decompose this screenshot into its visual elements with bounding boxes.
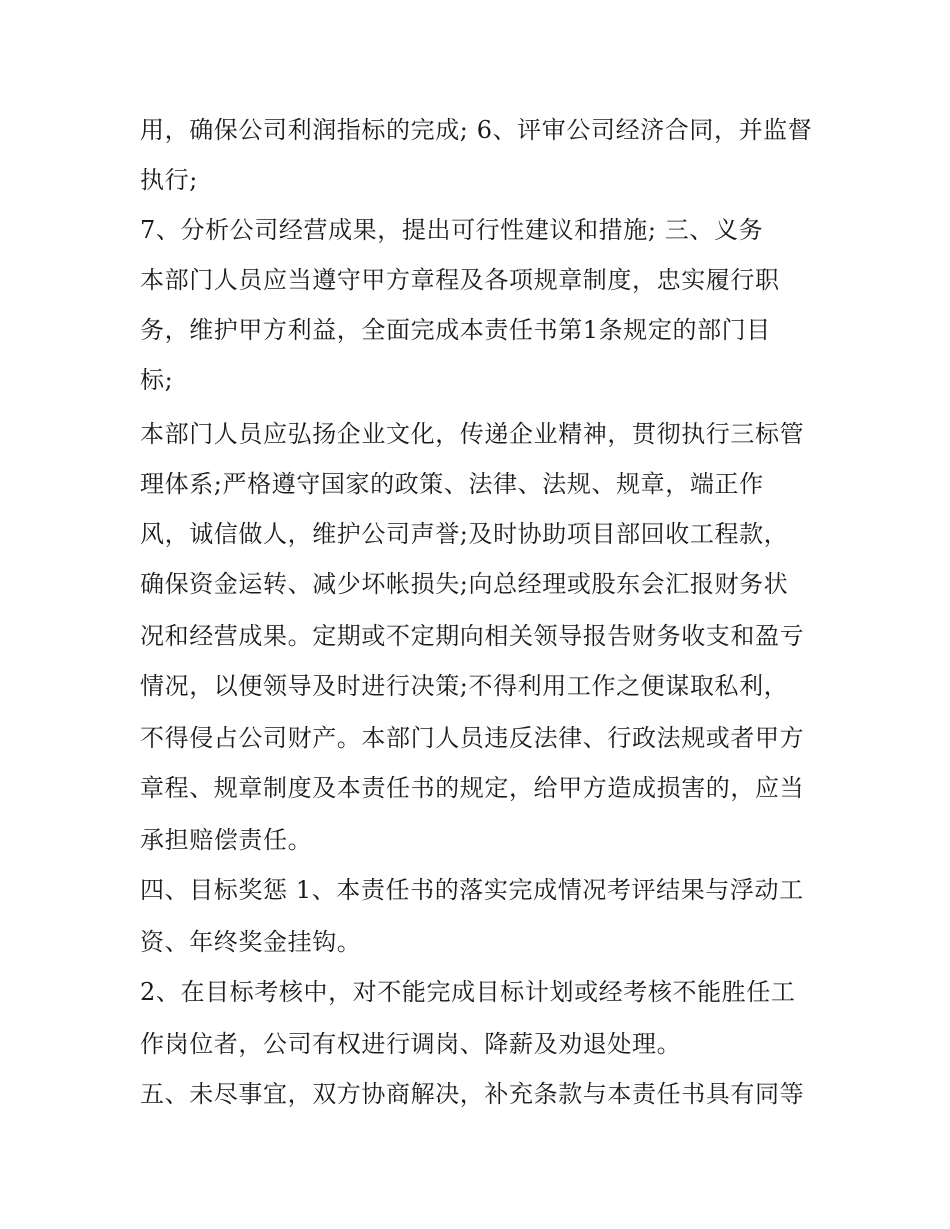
- text-line: 确保资金运转、减少坏帐损失;向总经理或股东会汇报财务状: [140, 570, 789, 598]
- text-line: 不得侵占公司财产。本部门人员违反法律、行政法规或者甲方: [140, 724, 805, 752]
- text-line: 作岗位者，公司有权进行调岗、降薪及劝退处理。: [140, 1030, 682, 1058]
- text-line: 执行;: [140, 166, 198, 194]
- text-line: 用，确保公司利润指标的完成; 6、评审公司经济合同，并监督: [140, 116, 813, 144]
- text-line: 本部门人员应弘扬企业文化，传递企业精神，贯彻执行三标管: [140, 420, 805, 448]
- text-line: 资、年终奖金挂钩。: [140, 928, 362, 956]
- text-line: 章程、规章制度及本责任书的规定，给甲方造成损害的，应当: [140, 774, 805, 802]
- text-line: 理体系;严格遵守国家的政策、法律、法规、规章，端正作: [140, 470, 764, 498]
- text-line: 标;: [140, 366, 174, 394]
- text-line: 五、未尽事宜，双方协商解决，补充条款与本责任书具有同等: [140, 1080, 805, 1108]
- text-line: 风，诚信做人，维护公司声誉;及时协助项目部回收工程款，: [140, 520, 789, 548]
- text-line: 7、分析公司经营成果，提出可行性建议和措施; 三、义务: [140, 216, 764, 244]
- text-line: 四、目标奖惩 1、本责任书的落实完成情况考评结果与浮动工: [140, 876, 804, 904]
- text-line: 承担赔偿责任。: [140, 826, 313, 854]
- text-line: 况和经营成果。定期或不定期向相关领导报告财务收支和盈亏: [140, 622, 805, 650]
- text-line: 情况，以便领导及时进行决策;不得利用工作之便谋取私利，: [140, 672, 789, 700]
- text-line: 务，维护甲方利益，全面完成本责任书第1条规定的部门目: [140, 316, 771, 344]
- text-line: 本部门人员应当遵守甲方章程及各项规章制度，忠实履行职: [140, 266, 780, 294]
- text-line: 2、在目标考核中，对不能完成目标计划或经考核不能胜任工: [140, 978, 796, 1006]
